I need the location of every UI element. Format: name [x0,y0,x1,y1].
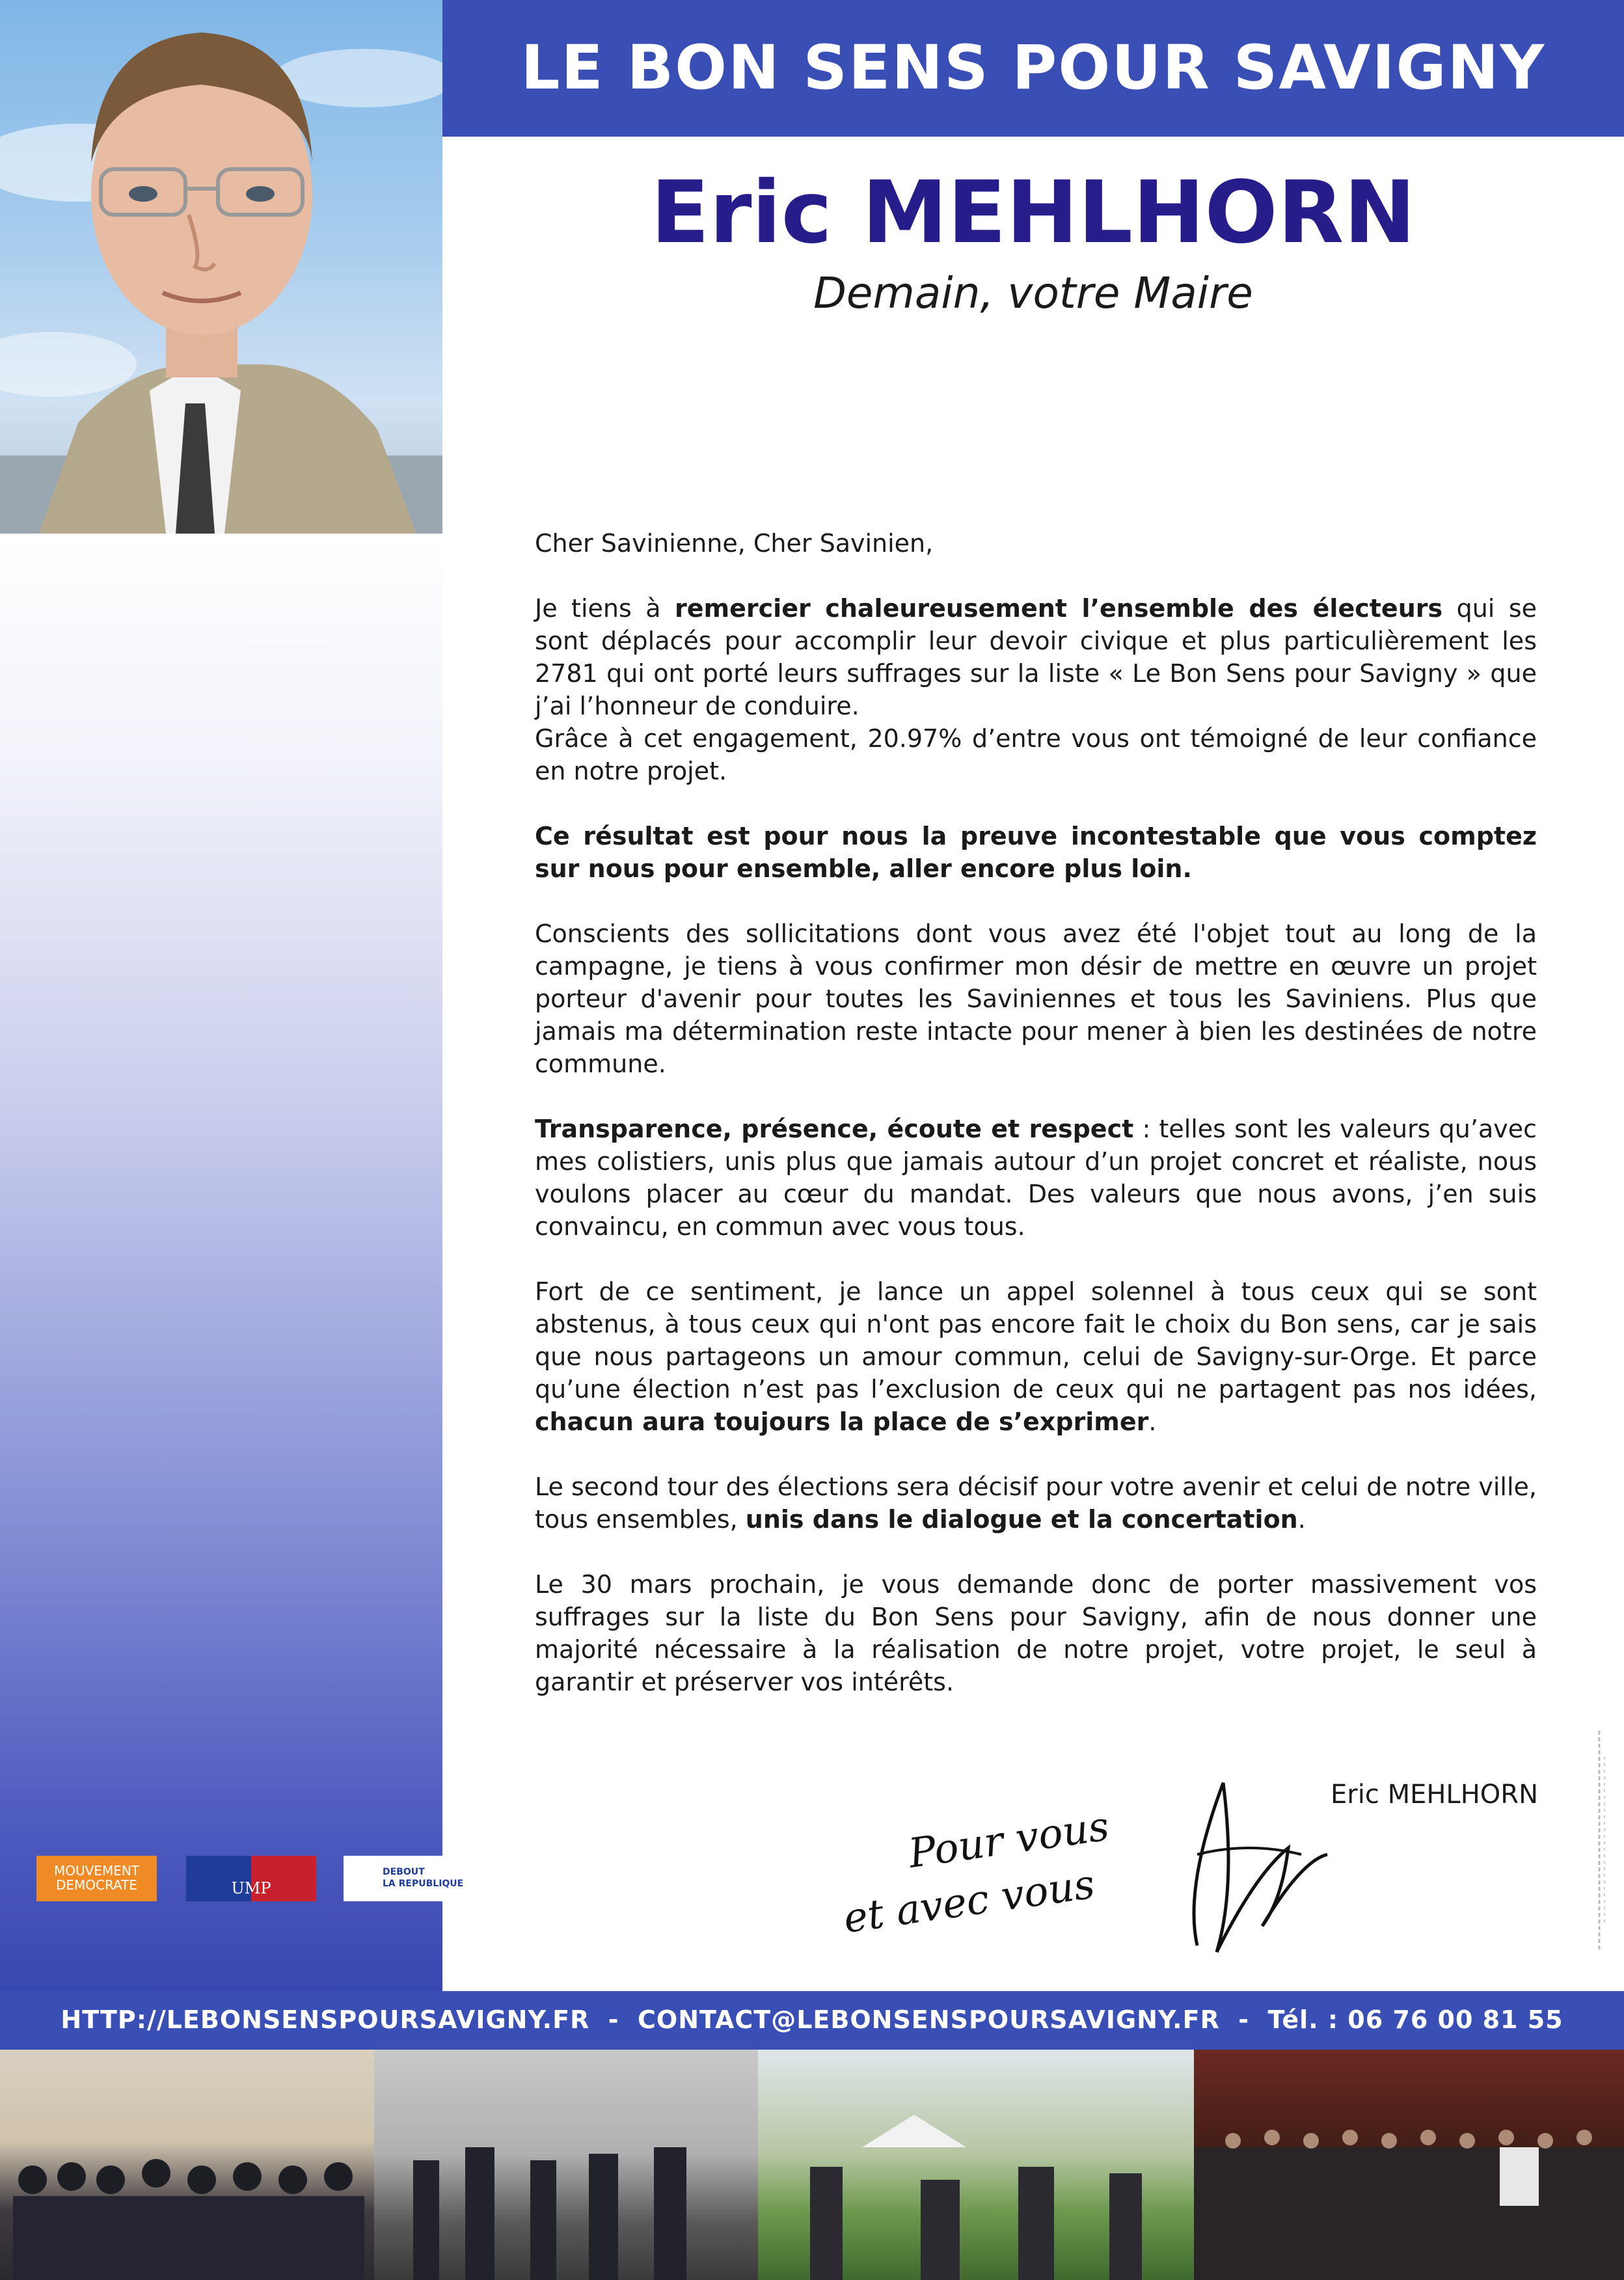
p6-text-a: Le second tour des élections sera décisif pour votre avenir et celui de notre ville, tous ensembles, [535,1472,1537,1534]
p1-bold: remercier chaleureusement l’ensemble des électeurs [675,594,1443,623]
candidate-portrait [0,0,442,534]
photo-group-outdoor [0,2050,374,2280]
p1-text-a: Je tiens à [535,594,675,623]
photo-park-event [758,2050,1194,2280]
page-title: LE BON SENS POUR SAVIGNY [521,33,1546,103]
svg-text:et avec vous: et avec vous [840,1860,1098,1942]
ump-logo-text: UMP [231,1879,271,1897]
letter-paragraph-7: Le 30 mars prochain, je vous demande donc de porter massivement vos suffrages sur la liste du Bon Sens pour Savigny, afin de nous donner une majorité nécessaire à la réalisation de notre projet, votre projet, le seul à garantir et préserver vos intérêts. [535,1570,1537,1696]
legal-lines [1595,1731,1608,1952]
ump-logo [186,1856,316,1901]
handwritten-signature [833,1757,1353,1965]
letter-greeting: Cher Savinienne, Cher Savinien, [535,529,934,558]
p6-text-c: . [1297,1505,1306,1534]
svg-text:Pour vous: Pour vous [905,1802,1112,1877]
modem-logo-line1: MOUVEMENT [53,1863,140,1879]
modem-logo-line2: DEMOCRATE [55,1877,138,1893]
signature-name: Eric MEHLHORN [1331,1780,1538,1810]
photo-meeting-hall-figures [1194,2050,1624,2280]
candidate-subtitle: Demain, votre Maire [813,268,1253,318]
photo-park-event-figures [758,2050,1194,2280]
dlr-logo [344,1856,464,1901]
photo-group-outdoor-figures [0,2050,374,2280]
letter-paragraph-4 [535,1113,1537,1243]
p4-text: : telles sont les valeurs qu’avec mes colistiers, unis plus que jamais autour d’un projet concret et réaliste, nous voulons placer au cœur du mandat. Des valeurs que nous avons, j’en suis convaincu, en commun avec vous tous. [535,1115,1537,1241]
p4-bold: Transparence, présence, écoute et respect [535,1115,1134,1143]
party-logos [36,1856,464,1908]
photo-street-group-figures [374,2050,758,2280]
letter-paragraph-1b: Grâce à cet engagement, 20.97% d’entre vous ont témoigné de leur confiance en notre projet. [535,724,1537,785]
candidate-name: Eric MEHLHORN [651,163,1416,263]
p5-text-c: . [1148,1407,1157,1436]
dlr-logo-line2: LA REPUBLIQUE [383,1879,464,1889]
letter-paragraph-5 [535,1275,1537,1438]
photo-meeting-hall [1194,2050,1624,2280]
p6-bold: unis dans le dialogue et la concertation [745,1505,1298,1534]
letter-paragraph-6 [535,1471,1537,1536]
legal-mention [1595,1731,1608,1952]
contact-info: HTTP://LEBONSENSPOURSAVIGNY.FR - CONTACT@LEBONSENSPOURSAVIGNY.FR - Tél. : 06 76 00 81 55 [61,2005,1563,2034]
portrait-illustration [0,0,442,534]
letter-paragraph-2 [535,820,1537,885]
letter-body [535,527,1537,1731]
p2-bold: Ce résultat est pour nous la preuve incontestable que vous comptez sur nous pour ensemble, aller encore plus loin. [535,822,1537,883]
p1-text-c: qui se sont déplacés pour accomplir leur devoir civique et plus particulièrement les 2781 qui ont porté leurs suffrages sur la liste « Le Bon Sens pour Savigny » que j’ai l’honneur de conduire. [535,594,1537,720]
letter-paragraph-3: Conscients des sollicitations dont vous avez été l'objet tout au long de la campagne, je tiens à vous confirmer mon désir de mettre en œuvre un projet porteur d'avenir pour toutes les Saviniennes et tous les Saviniens. Plus que jamais ma détermination reste intacte pour mener à bien les destinées de notre commune. [535,919,1537,1078]
letter-paragraph-1 [535,592,1537,722]
photo-street-group [374,2050,758,2280]
photo-strip [0,2050,1624,2280]
p5-bold: chacun aura toujours la place de s’exprimer [535,1407,1149,1436]
signature-drawing [833,1757,1353,1965]
p5-text-a: Fort de ce sentiment, je lance un appel solennel à tous ceux qui se sont abstenus, à tous ceux qui n'ont pas encore fait le choix du Bon sens, car je sais que nous partageons un amour commun, celui de Savigny-sur-Orge. Et parce qu’une élection n’est pas l’exclusion de ceux qui ne partagent pas nos idées, [535,1277,1537,1404]
dlr-logo-line1: DEBOUT [383,1867,425,1877]
modem-logo [36,1856,157,1901]
